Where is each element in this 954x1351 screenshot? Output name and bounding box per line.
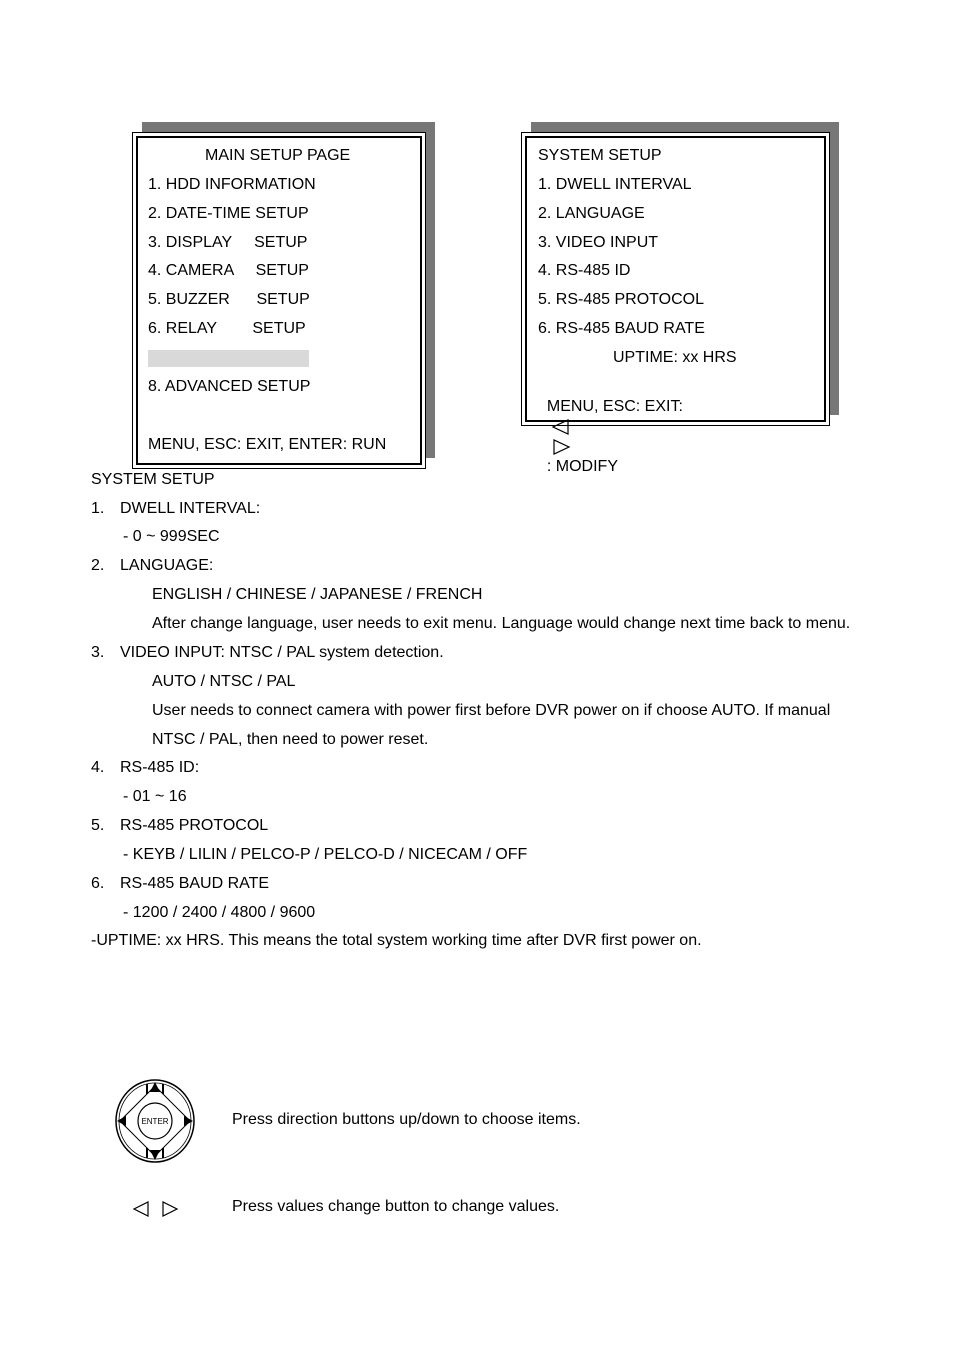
left-triangle-icon [551, 419, 571, 435]
main-menu-item-advanced[interactable]: 8. ADVANCED SETUP [148, 378, 311, 395]
section-heading: SYSTEM SETUP [91, 471, 215, 488]
item-number-1: 1. [91, 500, 105, 517]
right-value-triangle-icon [161, 1201, 179, 1217]
uptime-note: -UPTIME: xx HRS. This means the total system working time after DVR first power on. [91, 932, 702, 949]
direction-buttons-description: Press direction buttons up/down to choose items. [232, 1111, 581, 1128]
main-menu-title: MAIN SETUP PAGE [205, 147, 351, 164]
item-label-language: LANGUAGE: [120, 557, 214, 574]
item-number-5: 5. [91, 817, 105, 834]
system-menu-title: SYSTEM SETUP [538, 147, 662, 164]
system-menu-item-rs485-id[interactable]: 4. RS-485 ID [538, 262, 631, 279]
left-value-triangle-icon [132, 1201, 150, 1217]
item-label-rs485-baud: RS-485 BAUD RATE [120, 875, 270, 892]
dwell-range: - 0 ~ 999SEC [123, 528, 220, 545]
main-menu-item-datetime[interactable]: 2. DATE-TIME SETUP [148, 205, 309, 222]
item-number-4: 4. [91, 759, 105, 776]
item-label-rs485-protocol: RS-485 PROTOCOL [120, 817, 269, 834]
system-menu-footer [538, 377, 683, 477]
main-menu-selected-item-highlight[interactable] [148, 350, 309, 367]
system-menu-item-dwell[interactable]: 1. DWELL INTERVAL [538, 176, 692, 193]
system-menu-footer-modify: : MODIFY [546, 458, 618, 475]
main-menu-footer: MENU, ESC: EXIT, ENTER: RUN [148, 436, 387, 453]
item-label-video-input: VIDEO INPUT: NTSC / PAL system detection. [120, 644, 444, 661]
right-triangle-icon [551, 439, 571, 455]
enter-button-label: ENTER [141, 1117, 169, 1126]
rs485-id-range: - 01 ~ 16 [123, 788, 187, 805]
item-number-6: 6. [91, 875, 105, 892]
system-menu-item-rs485-baud[interactable]: 6. RS-485 BAUD RATE [538, 320, 705, 337]
video-options: AUTO / NTSC / PAL [152, 673, 296, 690]
item-label-dwell: DWELL INTERVAL: [120, 500, 261, 517]
value-change-description: Press values change button to change values. [232, 1198, 560, 1215]
system-menu-uptime: UPTIME: xx HRS [613, 349, 737, 366]
main-menu-item-relay[interactable]: 6. RELAY SETUP [148, 320, 306, 337]
system-menu-item-rs485-protocol[interactable]: 5. RS-485 PROTOCOL [538, 291, 704, 308]
main-menu-item-hdd[interactable]: 1. HDD INFORMATION [148, 176, 316, 193]
item-label-rs485-id: RS-485 ID: [120, 759, 200, 776]
system-menu-item-video-input[interactable]: 3. VIDEO INPUT [538, 234, 659, 251]
main-menu-item-display[interactable]: 3. DISPLAY SETUP [148, 234, 308, 251]
language-options: ENGLISH / CHINESE / JAPANESE / FRENCH [152, 586, 483, 603]
video-note-line2: NTSC / PAL, then need to power reset. [152, 731, 429, 748]
item-number-2: 2. [91, 557, 105, 574]
direction-pad-icon [114, 1078, 196, 1164]
item-number-3: 3. [91, 644, 105, 661]
main-menu-item-buzzer[interactable]: 5. BUZZER SETUP [148, 291, 310, 308]
language-note: After change language, user needs to exit menu. Language would change next time back to menu. [152, 615, 851, 632]
main-menu-item-camera[interactable]: 4. CAMERA SETUP [148, 262, 309, 279]
system-menu-item-language[interactable]: 2. LANGUAGE [538, 205, 645, 222]
rs485-protocols: - KEYB / LILIN / PELCO-P / PELCO-D / NICECAM / OFF [123, 846, 528, 863]
rs485-baud-rates: - 1200 / 2400 / 4800 / 9600 [123, 904, 316, 921]
video-note-line1: User needs to connect camera with power first before DVR power on if choose AUTO. If manual [152, 702, 831, 719]
system-menu-footer-exit: MENU, ESC: EXIT: [546, 398, 683, 415]
